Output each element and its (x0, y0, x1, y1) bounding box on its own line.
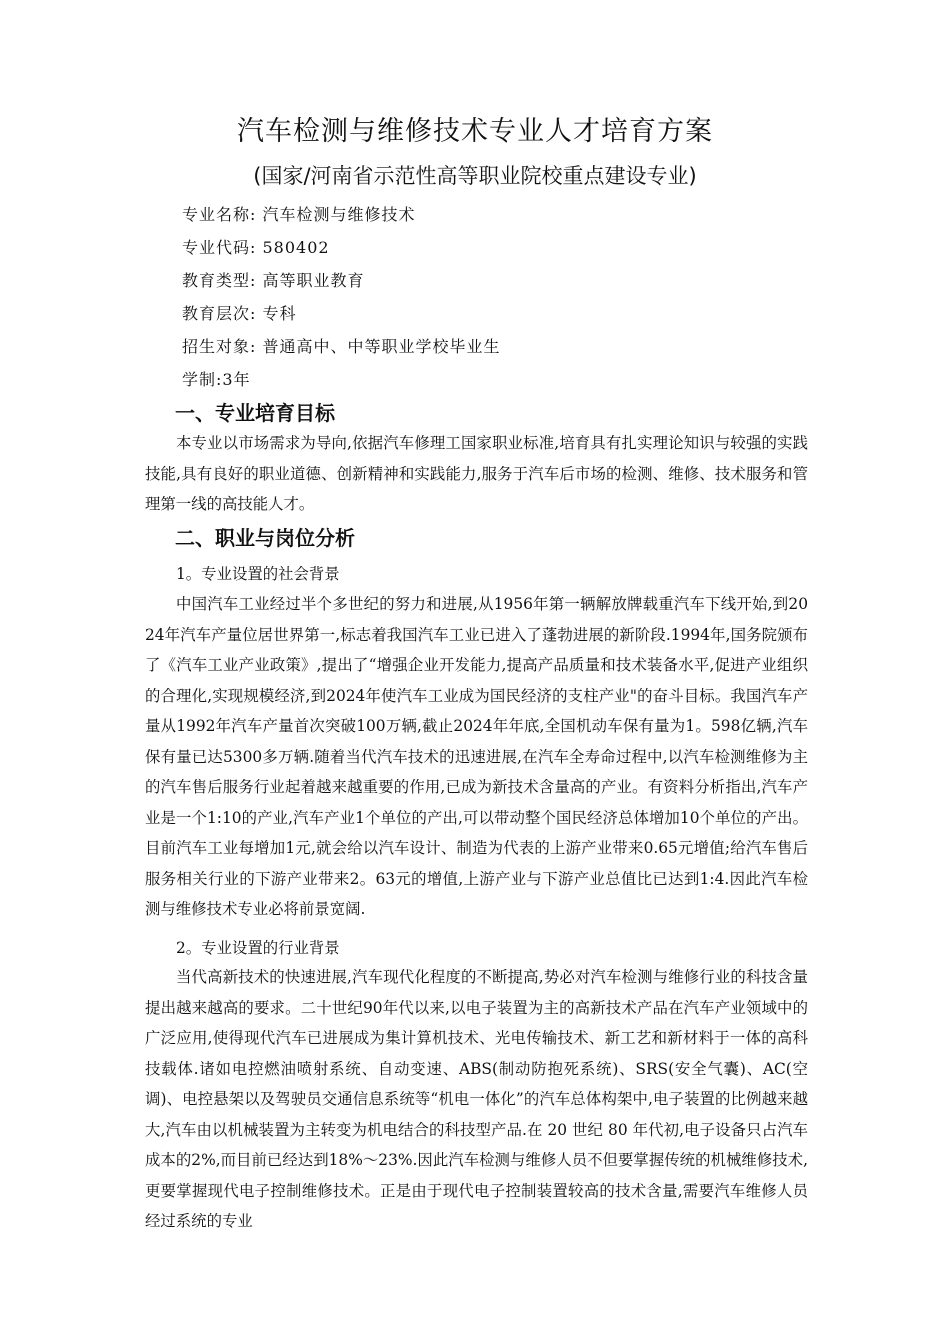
education-level: 教育层次: 专科 (182, 304, 297, 323)
social-background-paragraph: 中国汽车工业经过半个多世纪的努力和进展,从1956年第一辆解放牌载重汽车下线开始,到2024年汽车产量位居世界第一,标志着我国汽车工业已进入了蓬勃进展的新阶段.1994年,国务院颁布了《汽车工业产业政策》,提出了“增强企业开发能力,提高产品质量和技术装备水平,促进产业组织的合理化,实现规模经济,到2024年使汽车工业成为国民经济的支柱产业"的奋斗目标。我国汽车产量从1992年汽车产量首次突破100万辆,截止2024年年底,全国机动车保有量为1。598亿辆,汽车保有量已达5300多万辆.随着当代汽车技术的迅速进展,在汽车全寿命过程中,以汽车检测维修为主的汽车售后服务行业起着越来越重要的作用,已成为新技术含量高的产业。有资料分析指出,汽车产业是一个1:10的产业,汽车产业1个单位的产出,可以带动整个国民经济总体增加10个单位的产出。目前汽车工业每增加1元,就会给以汽车设计、制造为代表的上游产业带来0.65元增值;给汽车售后服务相关行业的下游产业带来2。63元的增值,上游产业与下游产业总值比已达到1:4.因此汽车检测与维修技术专业必将前景宽阔. (145, 595, 808, 918)
subsection-industry-background: 2。专业设置的行业背景 (176, 939, 340, 957)
enrollment-target: 招生对象: 普通高中、中等职业学校毕业生 (182, 337, 501, 356)
study-duration: 学制:3年 (182, 370, 251, 389)
section-2-heading: 二、职业与岗位分析 (175, 526, 355, 550)
program-name: 专业名称: 汽车检测与维修技术 (182, 205, 416, 224)
document-title: 汽车检测与维修技术专业人才培育方案 (237, 116, 713, 147)
subsection-social-background: 1。专业设置的社会背景 (176, 565, 340, 583)
program-code: 专业代码: 580402 (182, 238, 330, 257)
education-type: 教育类型: 高等职业教育 (182, 271, 365, 290)
document-subtitle: (国家/河南省示范性高等职业院校重点建设专业) (253, 164, 697, 188)
section-1-heading: 一、专业培育目标 (175, 401, 335, 425)
industry-background-paragraph: 当代高新技术的快速进展,汽车现代化程度的不断提高,势必对汽车检测与维修行业的科技含量提出越来越高的要求。二十世纪90年代以来,以电子装置为主的高新技术产品在汽车产业领域中的广泛应用,使得现代汽车已进展成为集计算机技术、光电传输技术、新工艺和新材料于一体的高科技载体.诸如电控燃油喷射系统、自动变速、ABS(制动防抱死系统)、SRS(安全气囊)、AC(空调)、电控悬架以及驾驶员交通信息系统等“机电一体化”的汽车总体构架中,电子装置的比例越来越大,汽车由以机械装置为主转变为机电结合的科技型产品.在 20 世纪 80 年代初,电子设备只占汽车成本的2%,而目前已经达到18%～23%.因此汽车检测与维修人员不但要掌握传统的机械维修技术,更要掌握现代电子控制维修技术。正是由于现代电子控制装置较高的技术含量,需要汽车维修人员经过系统的专业 (145, 968, 808, 1230)
program-info (182, 198, 822, 396)
section-1-paragraph: 本专业以市场需求为导向,依据汽车修理工国家职业标准,培育具有扎实理论知识与较强的实践技能,具有良好的职业道德、创新精神和实践能力,服务于汽车后市场的检测、维修、技术服务和管理第一线的高技能人才。 (145, 434, 808, 513)
